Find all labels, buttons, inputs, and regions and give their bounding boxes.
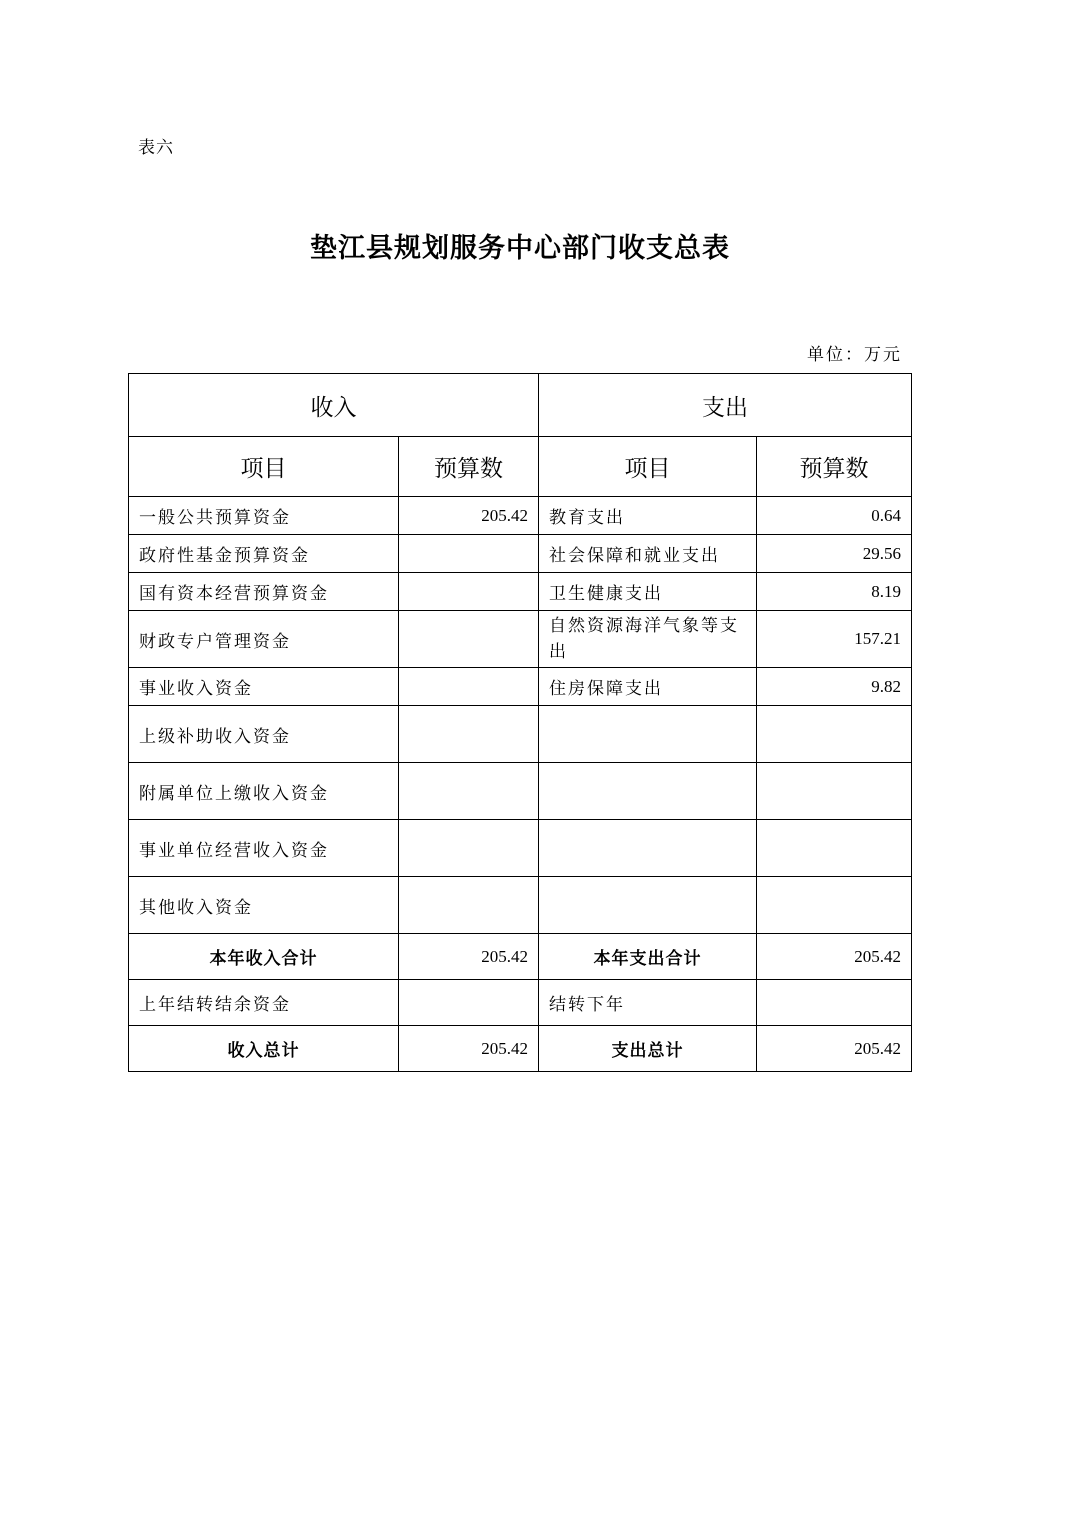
expense-item	[539, 820, 757, 877]
income-carry-label: 上年结转结余资金	[129, 980, 399, 1026]
table-row	[129, 763, 912, 820]
expense-item: 住房保障支出	[539, 668, 757, 706]
expense-grand-total-label: 支出总计	[539, 1026, 757, 1072]
unit-label: 单位：万元	[807, 345, 902, 365]
carry-over-row	[129, 980, 912, 1026]
income-amount	[399, 535, 539, 573]
expense-item: 教育支出	[539, 497, 757, 535]
income-amount	[399, 573, 539, 611]
expense-grand-total-amount: 205.42	[757, 1026, 912, 1072]
income-item: 其他收入资金	[129, 877, 399, 934]
expense-carry-label: 结转下年	[539, 980, 757, 1026]
table-label: 表六	[138, 138, 174, 158]
expense-year-total-amount: 205.42	[757, 934, 912, 980]
expense-item	[539, 763, 757, 820]
income-item: 国有资本经营预算资金	[129, 573, 399, 611]
income-year-total-amount: 205.42	[399, 934, 539, 980]
expense-item: 社会保障和就业支出	[539, 535, 757, 573]
table-row	[129, 706, 912, 763]
expense-amount: 0.64	[757, 497, 912, 535]
table-row	[129, 668, 912, 706]
expense-amount: 29.56	[757, 535, 912, 573]
expense-amount: 9.82	[757, 668, 912, 706]
income-item: 事业收入资金	[129, 668, 399, 706]
table-row	[129, 611, 912, 668]
income-amount	[399, 820, 539, 877]
table-row	[129, 497, 912, 535]
income-amount	[399, 668, 539, 706]
expense-item: 卫生健康支出	[539, 573, 757, 611]
income-section-header: 收入	[129, 374, 539, 437]
expense-year-total-label: 本年支出合计	[539, 934, 757, 980]
budget-table	[128, 373, 912, 1072]
table-row	[129, 820, 912, 877]
income-year-total-label: 本年收入合计	[129, 934, 399, 980]
income-grand-total-label: 收入总计	[129, 1026, 399, 1072]
table-row	[129, 573, 912, 611]
expense-item	[539, 706, 757, 763]
income-amount	[399, 877, 539, 934]
income-item: 上级补助收入资金	[129, 706, 399, 763]
expense-amount: 8.19	[757, 573, 912, 611]
income-item: 财政专户管理资金	[129, 611, 399, 668]
income-item: 附属单位上缴收入资金	[129, 763, 399, 820]
expense-amount	[757, 820, 912, 877]
income-item: 政府性基金预算资金	[129, 535, 399, 573]
income-amount-header: 预算数	[399, 437, 539, 497]
year-total-row	[129, 934, 912, 980]
expense-amount	[757, 877, 912, 934]
expense-amount-header: 预算数	[757, 437, 912, 497]
income-item-header: 项目	[129, 437, 399, 497]
income-carry-amount	[399, 980, 539, 1026]
expense-amount: 157.21	[757, 611, 912, 668]
table-row	[129, 877, 912, 934]
expense-amount	[757, 706, 912, 763]
income-amount	[399, 763, 539, 820]
expense-item: 自然资源海洋气象等支出	[539, 611, 757, 668]
grand-total-row	[129, 1026, 912, 1072]
income-item: 事业单位经营收入资金	[129, 820, 399, 877]
income-amount: 205.42	[399, 497, 539, 535]
expense-amount	[757, 763, 912, 820]
table-row	[129, 535, 912, 573]
income-amount	[399, 706, 539, 763]
page-title: 垫江县规划服务中心部门收支总表	[310, 233, 730, 264]
expense-section-header: 支出	[539, 374, 912, 437]
expense-carry-amount	[757, 980, 912, 1026]
income-grand-total-amount: 205.42	[399, 1026, 539, 1072]
income-amount	[399, 611, 539, 668]
expense-item-header: 项目	[539, 437, 757, 497]
income-item: 一般公共预算资金	[129, 497, 399, 535]
expense-item	[539, 877, 757, 934]
